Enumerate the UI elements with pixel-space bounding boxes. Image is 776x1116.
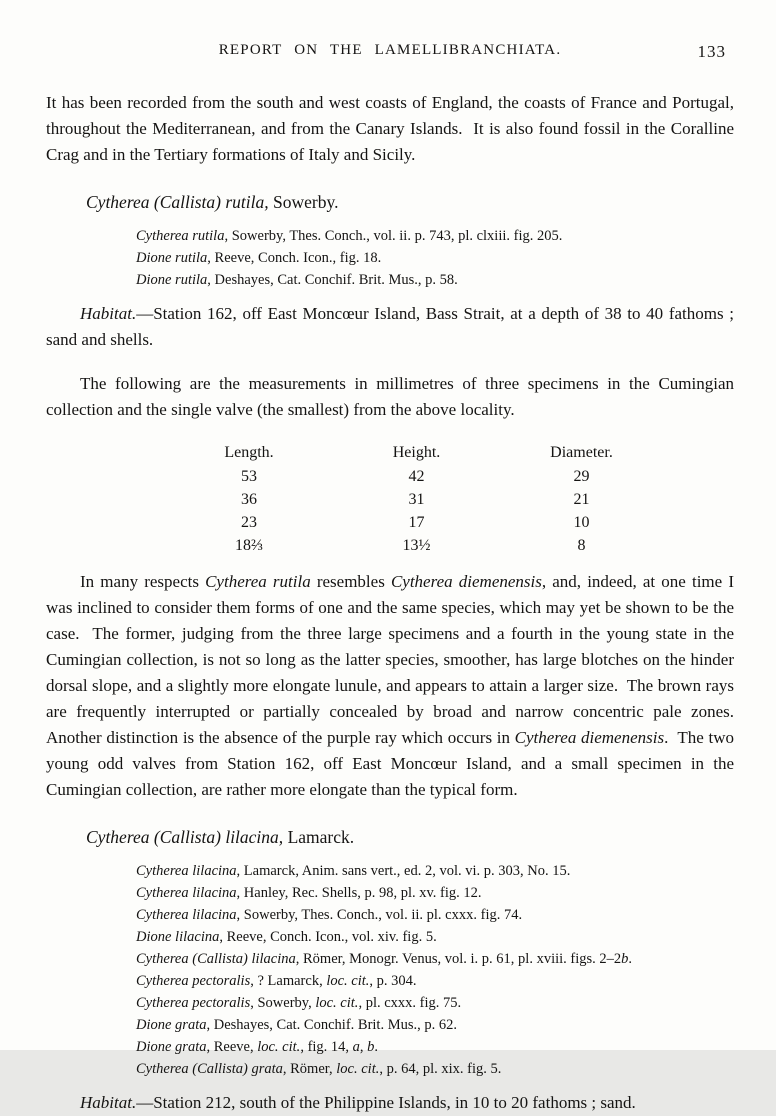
table-cell: 13½	[402, 537, 431, 554]
column-header-diameter: Diameter.	[550, 444, 613, 461]
species-heading-rutila: Cytherea (Callista) rutila, Sowerby.	[86, 192, 339, 212]
page-header	[46, 42, 734, 64]
table-cell: 36	[241, 491, 257, 508]
habitat-paragraph-lilacina: Habitat.—Station 212, south of the Philippine Islands, in 10 to 20 fathoms ; sand.	[80, 1093, 636, 1112]
table-cell: 42	[408, 468, 425, 485]
discussion-paragraph: In many respects Cytherea rutila resembles Cytherea diemenensis, and, indeed, at one time I was inclined to consider them forms of one and the same species, which may yet be shown to be the case. The former, judging from the three large specimens and a fourth in the young state in the Cumingian collection, is not so long as the latter species, smoother, has large blotches on the hinder dorsal slope, and a slightly more elongate lunule, and appears to attain a larger size. The brown rays are frequently interrupted or partially concealed by broad and narrow concentric pale zones. Another distinction is the absence of the purple ray which occurs in Cytherea diemenensis. The two young odd valves from Station 162, off East Moncœur Island, and a small specimen in the Cumingian collection, are rather more elongate than the typical form.	[46, 572, 743, 799]
table-cell: 23	[241, 514, 257, 531]
synonymy-entry: Dione grata, Reeve, loc. cit., fig. 14, a, b.	[136, 1039, 379, 1055]
table-cell: 29	[573, 468, 590, 485]
table-cell: 10	[573, 514, 590, 531]
species-heading-lilacina: Cytherea (Callista) lilacina, Lamarck.	[86, 827, 355, 847]
synonymy-entry: Cytherea lilacina, Lamarck, Anim. sans vert., ed. 2, vol. vi. p. 303, No. 15.	[136, 863, 571, 879]
habitat-paragraph-rutila: Habitat.—Station 162, off East Moncœur Island, Bass Strait, at a depth of 38 to 40 fathoms ; sand and shells.	[46, 304, 739, 349]
synonymy-entry: Cytherea (Callista) lilacina, Römer, Monogr. Venus, vol. i. p. 61, pl. xviii. figs. 2–2b.	[136, 951, 633, 967]
synonymy-entry: Cytherea lilacina, Hanley, Rec. Shells, p. 98, pl. xv. fig. 12.	[136, 885, 482, 901]
table-cell: 17	[408, 514, 425, 531]
intro-paragraph: It has been recorded from the south and west coasts of England, the coasts of France and Portugal, throughout the Mediterranean, and from the Canary Islands. It is also found fossil in the Coralline Crag and in the Tertiary formations of Italy and Sicily.	[46, 93, 739, 164]
synonymy-entry: Dione lilacina, Reeve, Conch. Icon., vol. xiv. fig. 5.	[136, 929, 437, 945]
synonymy-entry: Dione grata, Deshayes, Cat. Conchif. Brit. Mus., p. 62.	[136, 1017, 457, 1033]
synonymy-entry: Dione rutila, Deshayes, Cat. Conchif. Brit. Mus., p. 58.	[136, 272, 458, 288]
synonymy-entry: Cytherea (Callista) grata, Römer, loc. cit., p. 64, pl. xix. fig. 5.	[136, 1061, 502, 1077]
synonymy-entry: Cytherea rutila, Sowerby, Thes. Conch., vol. ii. p. 743, pl. clxiii. fig. 205.	[136, 228, 563, 244]
table-cell: 31	[408, 491, 425, 508]
page-number: 133	[697, 42, 726, 61]
table-cell: 18⅔	[235, 537, 263, 554]
synonymy-list-lilacina	[136, 860, 734, 1080]
measurements-intro-paragraph: The following are the measurements in millimetres of three specimens in the Cumingian collection and the single valve (the smallest) from the above locality.	[46, 374, 739, 419]
table-cell: 53	[241, 468, 257, 485]
synonymy-entry: Cytherea pectoralis, Sowerby, loc. cit., pl. cxxx. fig. 75.	[136, 995, 462, 1011]
table-cell: 8	[577, 537, 586, 554]
synonymy-entry: Dione rutila, Reeve, Conch. Icon., fig. 18.	[136, 250, 382, 266]
synonymy-entry: Cytherea pectoralis, ? Lamarck, loc. cit., p. 304.	[136, 973, 417, 989]
synonymy-entry: Cytherea lilacina, Sowerby, Thes. Conch., vol. ii. pl. cxxx. fig. 74.	[136, 907, 523, 923]
column-header-height: Height.	[392, 444, 441, 461]
synonymy-list-rutila	[136, 225, 734, 291]
table-cell: 21	[573, 491, 590, 508]
measurements-table	[164, 441, 734, 557]
running-title: REPORT ON THE LAMELLIBRANCHIATA.	[218, 42, 562, 58]
column-header-length: Length.	[224, 444, 274, 461]
